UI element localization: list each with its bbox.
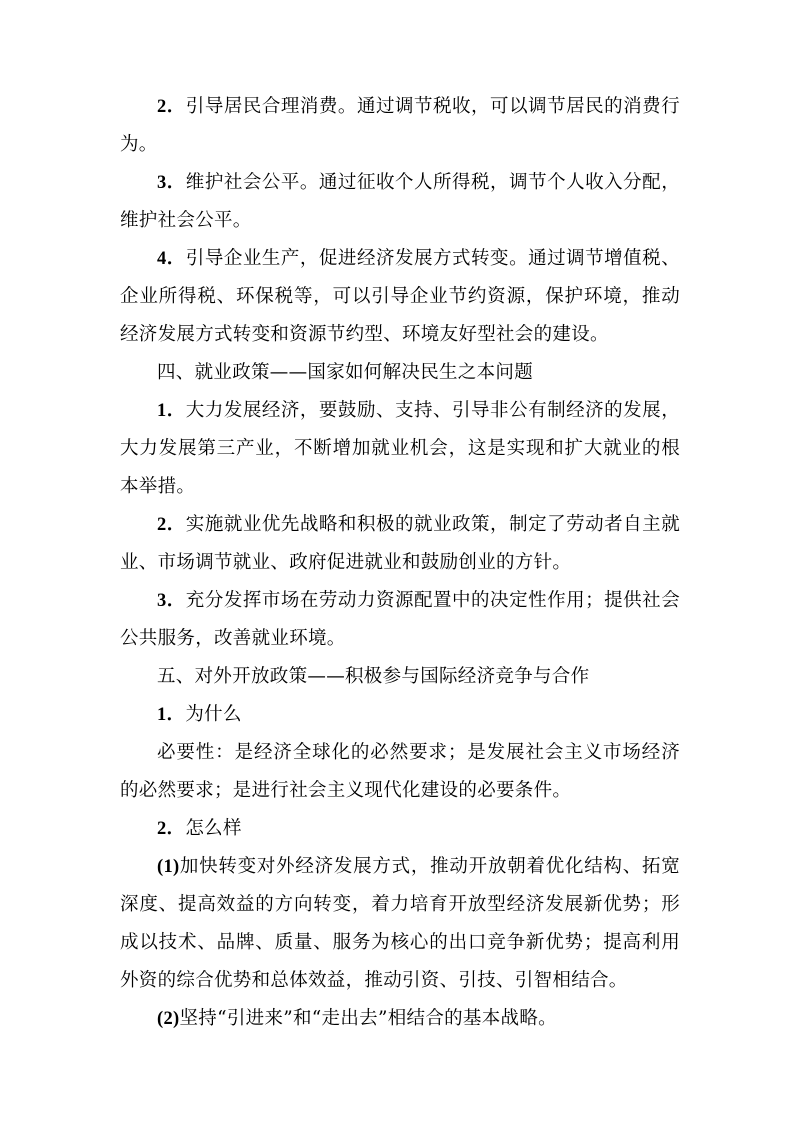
paragraph-employment-market [120,582,680,658]
paragraph-text: 加快转变对外经济发展方式，推动开放朝着优化结构、拓宽深度、提高效益的方向转变，着力培育开放型经济发展新优势；形成以技术、品牌、质量、服务为核心的出口竞争新优势；提高利用外资的综合优势和总体效益，推动引资、引技、引智相结合。 [120,856,680,991]
section-heading-text: 五、对外开放政策——积极参与国际经济竞争与合作 [157,666,590,687]
subheading-how [120,810,680,848]
paragraph-text: 坚持“引进来”和“走出去”相结合的基本战略。 [179,1008,557,1029]
item-number: 2． [157,97,186,117]
paragraph-tax-consumption [120,88,680,164]
document-body [120,88,680,1038]
paragraph-employment-economy [120,392,680,506]
item-number: 2． [157,515,186,535]
paragraph-text: 必要性：是经济全球化的必然要求；是发展社会主义市场经济的必然要求；是进行社会主义现代化建设的必要条件。 [120,742,680,801]
section-heading-opening-up [120,658,680,696]
item-number: 3． [157,173,186,193]
item-number: 4． [157,249,186,269]
paragraph-tax-fairness [120,164,680,240]
section-heading-text: 四、就业政策——国家如何解决民生之本问题 [157,362,534,383]
section-heading-employment [120,354,680,392]
item-number: 2． [157,819,186,839]
subheading-text: 为什么 [185,704,242,725]
paragraph-text: 引导企业生产，促进经济发展方式转变。通过调节增值税、企业所得税、环保税等，可以引导企业节约资源，保护环境，推动经济发展方式转变和资源节约型、环境友好型社会的建设。 [120,248,680,345]
paragraph-necessity [120,734,680,810]
paragraph-employment-policy [120,506,680,582]
item-number: (2) [157,1009,180,1029]
paragraph-text: 大力发展经济，要鼓励、支持、引导非公有制经济的发展，大力发展第三产业，不断增加就业机会，这是实现和扩大就业的根本举措。 [120,400,680,497]
item-number: 3． [157,591,186,611]
item-number: 1． [157,705,186,725]
subheading-why [120,696,680,734]
paragraph-tax-enterprise [120,240,680,354]
item-number: 1． [157,401,186,421]
paragraph-text: 充分发挥市场在劳动力资源配置中的决定性作用；提供社会公共服务，改善就业环境。 [120,590,680,649]
paragraph-bring-in-go-out [120,1000,680,1038]
item-number: (1) [157,857,180,877]
paragraph-text: 实施就业优先战略和积极的就业政策，制定了劳动者自主就业、市场调节就业、政府促进就业和鼓励创业的方针。 [120,514,680,573]
paragraph-text: 引导居民合理消费。通过调节税收，可以调节居民的消费行为。 [120,96,680,155]
paragraph-text: 维护社会公平。通过征收个人所得税，调节个人收入分配，维护社会公平。 [120,172,680,231]
paragraph-foreign-economy [120,848,680,1000]
subheading-text: 怎么样 [185,818,242,839]
